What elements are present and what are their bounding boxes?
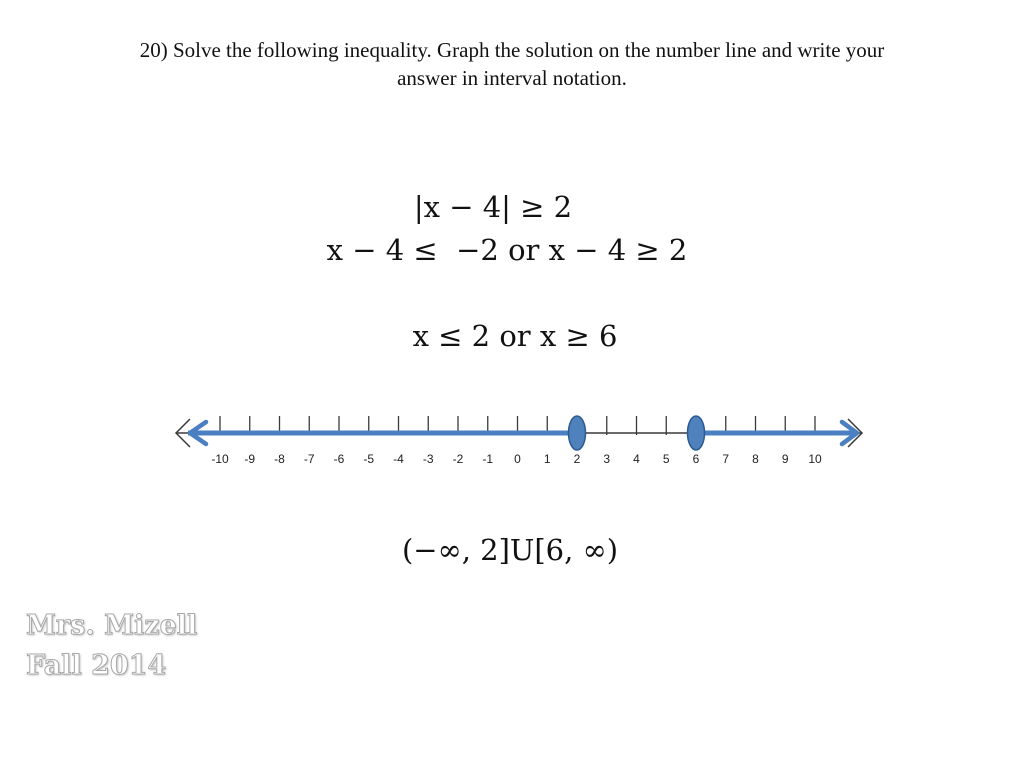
compound-inequality-step: x − 4 ≤ −2 or x − 4 ≥ 2 bbox=[326, 233, 688, 267]
tick-label: -2 bbox=[452, 452, 464, 466]
interval-notation-answer: (−∞, 2]U[6, ∞) bbox=[401, 533, 619, 567]
tick-label: 8 bbox=[752, 452, 759, 466]
tick-label: -10 bbox=[211, 452, 229, 466]
number-line bbox=[160, 400, 880, 480]
number-line-tick-labels bbox=[211, 452, 822, 466]
tick-label: 9 bbox=[781, 452, 789, 466]
closed-endpoint-6 bbox=[688, 416, 705, 450]
watermark-name: Mrs. Mizell bbox=[26, 610, 198, 641]
tick-label: 2 bbox=[573, 452, 581, 466]
tick-label: -5 bbox=[363, 452, 375, 466]
tick-label: 6 bbox=[692, 452, 700, 466]
watermark-term: Fall 2014 bbox=[26, 650, 167, 681]
tick-label: 3 bbox=[603, 452, 611, 466]
tick-label: 5 bbox=[662, 452, 670, 466]
tick-label: -4 bbox=[393, 452, 404, 466]
problem-line-1: 20) Solve the following inequality. Graph the solution on the number line and write your bbox=[139, 38, 885, 62]
tick-label: -8 bbox=[274, 452, 285, 466]
solution-rays bbox=[188, 422, 857, 444]
tick-label: 10 bbox=[808, 452, 822, 466]
problem-line-2: answer in interval notation. bbox=[397, 66, 627, 90]
tick-label: -9 bbox=[244, 452, 256, 466]
tick-label: 1 bbox=[543, 452, 551, 466]
problem-statement bbox=[60, 36, 964, 92]
author-watermark bbox=[26, 606, 197, 686]
tick-label: -3 bbox=[422, 452, 434, 466]
tick-label: -6 bbox=[333, 452, 345, 466]
solution-step: x ≤ 2 or x ≥ 6 bbox=[412, 319, 618, 353]
tick-label: 0 bbox=[514, 452, 521, 466]
tick-label: -1 bbox=[482, 452, 494, 466]
tick-label: -7 bbox=[303, 452, 315, 466]
absolute-value-inequality: |x − 4| ≥ 2 bbox=[413, 190, 573, 224]
tick-label: 7 bbox=[722, 452, 730, 466]
tick-label: 4 bbox=[633, 452, 640, 466]
closed-endpoint-2 bbox=[569, 416, 586, 450]
